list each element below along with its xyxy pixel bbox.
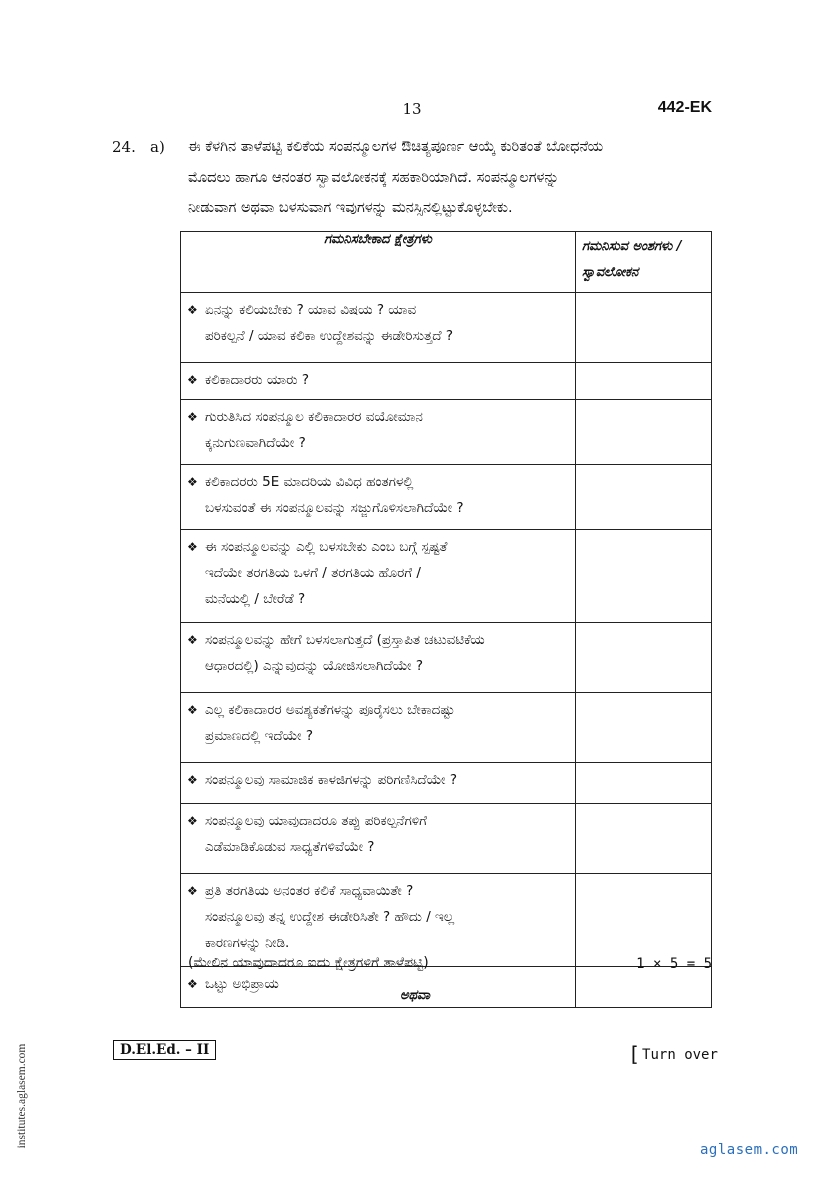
diamond-bullet-icon: ❖ bbox=[187, 703, 198, 717]
table-row bbox=[181, 623, 712, 693]
criterion-text: ಏನನ್ನು ಕಲಿಯಬೇಕು ? ಯಾವ ವಿಷಯ ? ಯಾವ ಪರಿಕಲ್ಪನೆ / ಯಾವ ಕಲಿಕಾ ಉದ್ದೇಶವನ್ನು ಈಡೇರಿಸುತ್ತದೆ ? bbox=[205, 302, 454, 344]
criterion-cell bbox=[181, 530, 576, 623]
diamond-bullet-icon: ❖ bbox=[187, 373, 198, 387]
diamond-bullet-icon: ❖ bbox=[187, 475, 198, 489]
criterion-cell bbox=[181, 623, 576, 693]
diamond-bullet-icon: ❖ bbox=[187, 773, 198, 787]
observation-cell[interactable] bbox=[576, 530, 712, 623]
side-watermark: institutes.aglasem.com bbox=[16, 1043, 28, 1149]
table-row bbox=[181, 400, 712, 465]
question-number: 24. bbox=[112, 138, 136, 156]
marks: 1 × 5 = 5 bbox=[636, 956, 712, 972]
observation-cell[interactable] bbox=[576, 293, 712, 363]
question-text-line-2: ಮೊದಲು ಹಾಗೂ ಆನಂತರ ಸ್ವಾವಲೋಕನಕ್ಕೆ ಸಹಕಾರಿಯಾಗಿದೆ. ಸಂಪನ್ಮೂಲಗಳನ್ನು bbox=[188, 170, 560, 186]
observation-cell[interactable] bbox=[576, 874, 712, 967]
diamond-bullet-icon: ❖ bbox=[187, 977, 198, 991]
checklist-table bbox=[180, 231, 712, 1008]
diamond-bullet-icon: ❖ bbox=[187, 303, 198, 317]
criterion-text: ಕಲಿಕಾದಾರರು ಯಾರು ? bbox=[205, 372, 309, 388]
diamond-bullet-icon: ❖ bbox=[187, 633, 198, 647]
criterion-text: ಈ ಸಂಪನ್ಮೂಲವನ್ನು ಎಲ್ಲಿ ಬಳಸಬೇಕು ಎಂಬ ಬಗ್ಗೆ ಸ್ಪಷ್ಟತೆ ಇದೆಯೇ ತರಗತಿಯ ಒಳಗೆ / ತರಗತಿಯ ಹೊರಗೆ / ಮನೆಯಲ್ಲಿ / ಬೇರೆಡೆ ? bbox=[205, 539, 448, 607]
observation-cell[interactable] bbox=[576, 363, 712, 400]
observation-cell[interactable] bbox=[576, 804, 712, 874]
table-row bbox=[181, 693, 712, 763]
observation-cell[interactable] bbox=[576, 623, 712, 693]
observation-cell[interactable] bbox=[576, 967, 712, 1008]
criterion-cell bbox=[181, 293, 576, 363]
criterion-text: ಪ್ರತಿ ತರಗತಿಯ ಅನಂತರ ಕಲಿಕೆ ಸಾಧ್ಯವಾಯಿತೇ ? ಸಂಪನ್ಮೂಲವು ತನ್ನ ಉದ್ದೇಶ ಈಡೇರಿಸಿತೇ ? ಹೌದು / ಇಲ್ಲ ಕಾರಣಗಳನ್ನು ನೀಡಿ. bbox=[205, 883, 455, 951]
col2-header: ಗಮನಿಸುವ ಅಂಶಗಳು / ಸ್ವಾವಲೋಕನ bbox=[576, 232, 712, 293]
page-number: 13 bbox=[402, 100, 422, 118]
table-row bbox=[181, 804, 712, 874]
observation-cell[interactable] bbox=[576, 693, 712, 763]
criterion-cell bbox=[181, 804, 576, 874]
course-label: D.El.Ed. – II bbox=[113, 1040, 216, 1060]
criterion-cell bbox=[181, 363, 576, 400]
criterion-text: ಎಲ್ಲ ಕಲಿಕಾದಾರರ ಅವಶ್ಯಕತೆಗಳನ್ನು ಪೂರೈಸಲು ಬೇಕಾದಷ್ಟು ಪ್ರಮಾಣದಲ್ಲಿ ಇದೆಯೇ ? bbox=[205, 702, 455, 744]
or-separator: ಅಥವಾ bbox=[400, 988, 430, 1003]
criterion-cell bbox=[181, 967, 576, 1008]
diamond-bullet-icon: ❖ bbox=[187, 410, 198, 424]
diamond-bullet-icon: ❖ bbox=[187, 884, 198, 898]
criterion-cell bbox=[181, 763, 576, 804]
criterion-text: ಸಂಪನ್ಮೂಲವನ್ನು ಹೇಗೆ ಬಳಸಲಾಗುತ್ತದೆ (ಪ್ರಸ್ತಾಪಿತ ಚಟುವಟಿಕೆಯ ಆಧಾರದಲ್ಲಿ) ಎನ್ನುವುದನ್ನು ಯೋಜಿಸಲಾಗಿದೆಯೇ ? bbox=[205, 632, 485, 674]
diamond-bullet-icon: ❖ bbox=[187, 814, 198, 828]
col1-header: ಗಮನಿಸಬೇಕಾದ ಕ್ಷೇತ್ರಗಳು bbox=[181, 232, 576, 293]
criterion-text: ಕಲಿಕಾದರರು 5E ಮಾದರಿಯ ವಿವಿಧ ಹಂತಗಳಲ್ಲಿ ಬಳಸುವಂತೆ ಈ ಸಂಪನ್ಮೂಲವನ್ನು ಸಜ್ಜುಗೊಳಿಸಲಾಗಿದೆಯೇ ? bbox=[205, 474, 464, 516]
table-header-row bbox=[181, 232, 712, 293]
observation-cell[interactable] bbox=[576, 400, 712, 465]
site-watermark: aglasem.com bbox=[700, 1142, 799, 1158]
question-text-line-1: ಈ ಕೆಳಗಿನ ತಾಳೆಪಟ್ಟಿ ಕಲಿಕೆಯ ಸಂಪನ್ಮೂಲಗಳ ಔಚಿತ್ಯಪೂರ್ಣ ಆಯ್ಕೆ ಕುರಿತಂತೆ ಬೋಧನೆಯ bbox=[188, 139, 604, 155]
bracket-mark: [ bbox=[628, 1042, 641, 1066]
criterion-cell bbox=[181, 400, 576, 465]
table-row bbox=[181, 874, 712, 967]
observation-cell[interactable] bbox=[576, 465, 712, 530]
table-row bbox=[181, 465, 712, 530]
criterion-text: ಸಂಪನ್ಮೂಲವು ಯಾವುದಾದರೂ ತಪ್ಪು ಪರಿಕಲ್ಪನೆಗಳಿಗೆ ಎಡೆಮಾಡಿಕೊಡುವ ಸಾಧ್ಯತೆಗಳಿವೆಯೇ ? bbox=[205, 813, 427, 855]
paper-code: 442-EK bbox=[657, 99, 712, 116]
table-row bbox=[181, 293, 712, 363]
table-row bbox=[181, 763, 712, 804]
table-row bbox=[181, 363, 712, 400]
criterion-text: ಒಟ್ಟು ಅಭಿಪ್ರಾಯ bbox=[205, 976, 279, 992]
criterion-cell bbox=[181, 465, 576, 530]
question-subpart: a) bbox=[150, 138, 165, 156]
turn-over bbox=[628, 1040, 718, 1064]
diamond-bullet-icon: ❖ bbox=[187, 540, 198, 554]
table-row bbox=[181, 530, 712, 623]
criterion-text: ಗುರುತಿಸಿದ ಸಂಪನ್ಮೂಲ ಕಲಿಕಾದಾರರ ವಯೋಮಾನ ಕ್ಕನುಗುಣವಾಗಿದೆಯೇ ? bbox=[205, 409, 423, 451]
question-text-line-3: ನೀಡುವಾಗ ಅಥವಾ ಬಳಸುವಾಗ ಇವುಗಳನ್ನು ಮನಸ್ಸಿನಲ್ಲಿಟ್ಟುಕೊಳ್ಳಬೇಕು. bbox=[188, 200, 513, 216]
criterion-cell bbox=[181, 874, 576, 967]
observation-cell[interactable] bbox=[576, 763, 712, 804]
table-footnote: (ಮೇಲಿನ ಯಾವುದಾದರೂ ಐದು ಕ್ಷೇತ್ರಗಳಿಗೆ ತಾಳೆಪಟ್ಟಿ) bbox=[188, 955, 429, 971]
criterion-cell bbox=[181, 693, 576, 763]
turn-over-text: Turn over bbox=[642, 1047, 718, 1063]
criterion-text: ಸಂಪನ್ಮೂಲವು ಸಾಮಾಜಿಕ ಕಾಳಜಿಗಳನ್ನು ಪರಿಗಣಿಸಿದೆಯೇ ? bbox=[205, 772, 457, 788]
